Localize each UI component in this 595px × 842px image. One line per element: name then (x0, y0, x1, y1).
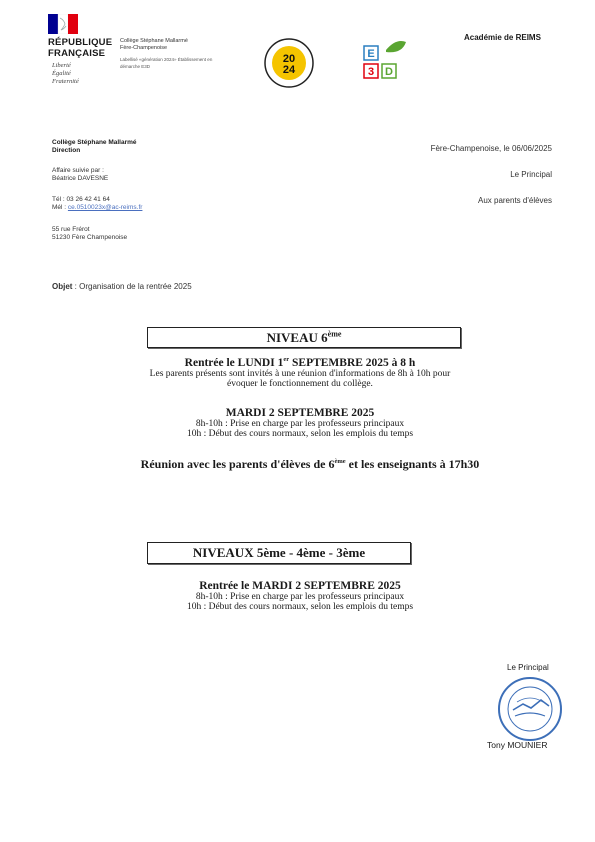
niveau6-label: NIVEAU 6 (266, 330, 328, 345)
address-line1: 55 rue Frérot (52, 226, 90, 233)
e3d-letter-e: E (367, 48, 375, 60)
rentree-sup: er (283, 356, 290, 364)
header-signer-title: Le Principal (510, 170, 552, 179)
reunion-sup: ème (334, 458, 346, 465)
niveau6-mardi (100, 407, 500, 439)
republic-line2: FRANÇAISE (48, 48, 106, 59)
college-header-line2: Fère-Champenoise (120, 44, 168, 51)
objet-line: Objet : Organisation de la rentrée 2025 (52, 282, 192, 291)
republique-francaise-title (48, 37, 112, 59)
niveau6-box (147, 327, 461, 348)
sender-address (52, 226, 127, 242)
affaire-person: Béatrice DAVESNE (52, 175, 109, 182)
college-header (120, 38, 220, 70)
e3d-logo (362, 40, 408, 84)
reunion-pre: Réunion avec les parents d'élèves de 6 (140, 457, 335, 471)
objet-text: Organisation de la rentrée 2025 (79, 282, 192, 291)
reunion-post: et les enseignants à 17h30 (345, 457, 480, 471)
niveau6-rentree-title (100, 357, 500, 369)
mel-link[interactable]: ce.0510023x@ac-reims.fr (67, 204, 143, 211)
olympic-logo-text-bottom: 24 (282, 64, 296, 76)
signature-title: Le Principal (507, 663, 549, 672)
affaire-label: Affaire suivie par : (52, 167, 104, 174)
olympic-logo-text-top: 20 (282, 53, 296, 65)
niveaux-box: NIVEAUX 5ème - 4ème - 3ème (147, 542, 411, 564)
signer-name: Tony MOUNIER (487, 740, 548, 750)
rentree-line3: évoquer le fonctionnement du collège. (227, 379, 373, 389)
e3d-letter-3: 3 (367, 66, 375, 78)
e3d-letter-d: D (385, 66, 393, 78)
sender-department: Direction (52, 147, 81, 154)
academie-title: Académie de REIMS (464, 33, 541, 42)
republic-motto (52, 62, 79, 86)
mel-label: Mél : (52, 204, 67, 211)
marianne-flag-icon (48, 14, 78, 34)
objet-label: Objet (52, 282, 73, 291)
motto-fraternite: Fraternité (52, 78, 79, 85)
niveaux-line2: 10h : Début des cours normaux, selon les emplois du temps (186, 602, 414, 612)
sender-mel-line (52, 204, 142, 212)
motto-egalite: Égalité (52, 70, 71, 77)
motto-liberte: Liberté (52, 62, 71, 69)
niveaux-line1: 8h-10h : Prise en charge par les professeurs principaux (195, 592, 405, 602)
mardi-line2: 10h : Début des cours normaux, selon les emplois du temps (186, 429, 414, 439)
mardi-title: MARDI 2 SEPTEMBRE 2025 (225, 407, 375, 419)
niveaux-rentree (120, 580, 480, 612)
niveaux-title: Rentrée le MARDI 2 SEPTEMBRE 2025 (199, 580, 401, 592)
rentree-pre: Rentrée le LUNDI 1 (184, 357, 284, 369)
sender-affaire (52, 167, 108, 183)
reunion-line (60, 457, 560, 472)
sender-contact (52, 196, 142, 212)
republic-line1: RÉPUBLIQUE (48, 37, 113, 48)
official-stamp-icon (497, 676, 563, 742)
college-header-line1: Collège Stéphane Mallarmé (120, 38, 188, 44)
generation-2024-logo (264, 38, 314, 88)
sender-tel: Tél : 03 26 42 41 64 (52, 196, 110, 203)
date-line: Fère-Champenoise, le 06/06/2025 (430, 144, 552, 153)
niveau6-sup: ème (327, 329, 342, 339)
address-line2: 51230 Fère Champenoise (52, 234, 128, 241)
rentree-post: SEPTEMBRE 2025 à 8 h (289, 357, 416, 369)
mardi-line1: 8h-10h : Prise en charge par les professeurs principaux (195, 419, 405, 429)
college-tagline: Labellisé «génération 2024» Établissement en démarche E3D (120, 57, 213, 69)
sender-college (52, 139, 137, 155)
recipient: Aux parents d'élèves (477, 196, 552, 205)
sender-college-name: Collège Stéphane Mallarmé (52, 139, 137, 146)
niveau6-rentree (100, 357, 500, 389)
rentree-line2: Les parents présents sont invités à une réunion d'informations de 8h à 10h pour (149, 369, 451, 379)
